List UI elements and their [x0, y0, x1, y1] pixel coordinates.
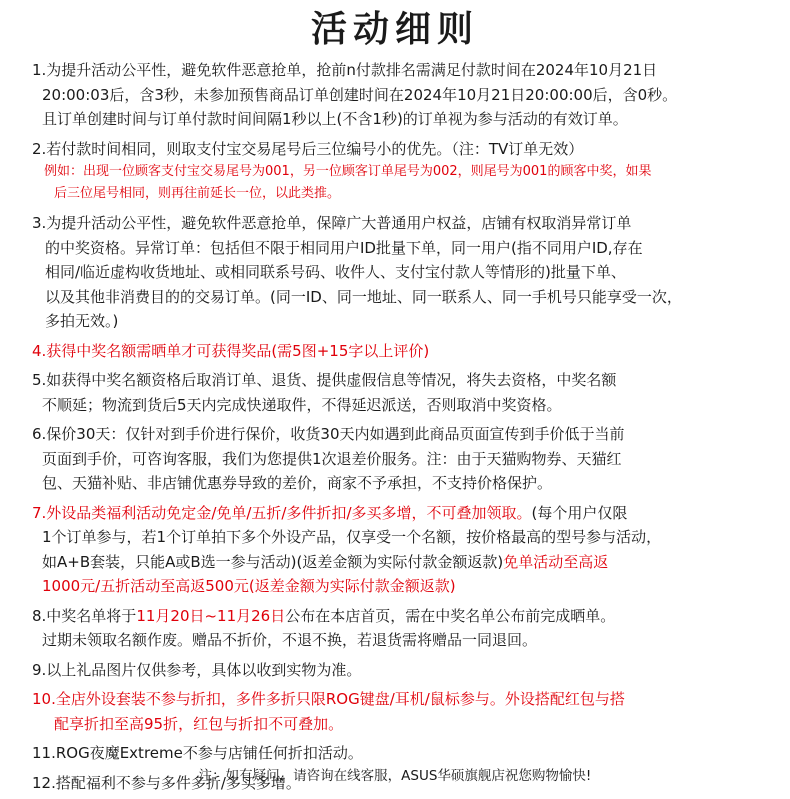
rule-7-note-end: 如A+B套装，只能A或B选一参与活动)(返差金额为实际付款金额返款) [42, 552, 504, 571]
rule-10-line-2: 配享折扣至高95折，红包与折扣不可叠加。 [54, 714, 344, 733]
rule-1-line-1: 1.为提升活动公平性，避免软件恶意抢单，抢前n付款排名需满足付款时间在2024年10月21日 [32, 61, 658, 79]
rule-12-line-1: 12.搭配福利不参与多件多折/多买多增。 [32, 773, 301, 792]
rule-8-line-2: 过期未领取名额作废。赠品不折价，不退不换，若退货需将赠品一同退回。 [42, 631, 538, 649]
footer-note: 注：如有疑问，请咨询在线客服，ASUS华硕旗舰店祝您购物愉快! [198, 768, 592, 784]
rule-5-line-1: 5.如获得中奖名额资格后取消订单、退货、提供虚假信息等情况，将失去资格，中奖名额 [32, 371, 617, 389]
rule-6-line-3: 包、天猫补贴、非店铺优惠券导致的差价，商家不予承担，不支持价格保护。 [42, 474, 553, 492]
rules-list [32, 58, 777, 795]
rule-10 [32, 687, 777, 736]
rule-3-line-5: 多拍无效。) [45, 312, 119, 330]
rule-7-note-start: (每个用户仅限 [531, 503, 628, 522]
rule-8-line-1 [32, 604, 777, 629]
rule-7-line-1 [32, 501, 777, 526]
rule-1-line-3: 且订单创建时间与订单付款时间间隔1秒以上(不含1秒)的订单视为参与活动的有效订单。 [42, 110, 628, 128]
rule-10-line-1: 10.全店外设套装不参与折扣，多件多折只限ROG键盘/耳机/鼠标参与。外设搭配红包与搭 [32, 690, 625, 708]
rule-8 [32, 604, 777, 653]
rule-7-highlight: 7.外设品类福利活动免定金/免单/五折/多件折扣/多买多增，不可叠加领取。 [32, 503, 532, 522]
rule-7-line-2: 1个订单参与，若1个订单拍下多个外设产品，仅享受一个名额，按价格最高的型号参与活动， [42, 528, 662, 546]
rule-5-line-2: 不顺延；物流到货后5天内完成快递取件，不得延迟派送，否则取消中奖资格。 [42, 395, 562, 414]
rule-7-free-order-cap: 免单活动至高返 [503, 552, 609, 571]
rule-1 [32, 58, 777, 132]
page-title: 活动细则 [310, 9, 479, 50]
rule-7-line-4: 1000元/五折活动至高返500元(返差金额为实际付款金额返款) [42, 577, 456, 595]
rule-8-suffix: 公布在本店首页，需在中奖名单公布前完成晒单。 [285, 606, 616, 625]
rule-9-line-1: 9.以上礼品图片仅供参考，具体以收到实物为准。 [32, 660, 362, 679]
rule-8-date-range: 11月20日~11月26日 [136, 606, 286, 625]
rule-2-example-line-1: 例如：出现一位顾客支付宝交易尾号为001，另一位顾客订单尾号为002，则尾号为001的顾客中奖，如果 [44, 164, 652, 179]
rule-4-line-1: 4.获得中奖名额需晒单才可获得奖品(需5图+15字以上评价) [32, 341, 430, 360]
rule-11 [32, 741, 777, 766]
rule-6-line-1: 6.保价30天：仅针对到手价进行保价，收货30天内如遇到此商品页面宣传到手价低于当前 [32, 425, 625, 443]
rule-2 [32, 137, 777, 162]
rule-3-line-2: 的中奖资格。异常订单：包括但不限于相同用户ID批量下单，同一用户(指不同用户ID,存在 [45, 238, 643, 257]
rule-4 [32, 339, 777, 364]
rule-1-line-2: 20:00:03后，含3秒，未参加预售商品订单创建时间在2024年10月21日20:00:00后，含0秒。 [42, 85, 678, 104]
rule-2-example [32, 161, 777, 205]
rule-7-line-3 [32, 550, 777, 575]
rule-9 [32, 658, 777, 683]
rule-6-line-2: 页面到手价，可咨询客服，我们为您提供1次退差价服务。注：由于天猫购物券、天猫红 [42, 449, 622, 468]
rule-2-line-1: 2.若付款时间相同，则取支付宝交易尾号后三位编号小的优先。（注：TV订单无效） [32, 139, 584, 158]
rule-11-line-1: 11.ROG夜魔Extreme不参与店铺任何折扣活动。 [32, 744, 363, 762]
rule-3 [32, 211, 777, 334]
rule-2-example-line-2: 后三位尾号相同，则再往前延长一位，以此类推。 [54, 186, 341, 201]
rule-3-line-3: 相同/临近虚构收货地址、或相同联系号码、收件人、支付宝付款人等情形的)批量下单、 [45, 263, 626, 281]
rule-7 [32, 501, 777, 599]
rule-3-line-4: 以及其他非消费目的的交易订单。(同一ID、同一地址、同一联系人、同一手机号只能享受一次， [45, 287, 682, 306]
rule-6 [32, 422, 777, 496]
rule-8-prefix: 8.中奖名单将于 [32, 606, 137, 625]
rule-3-line-1: 3.为提升活动公平性，避免软件恶意抢单，保障广大普通用户权益，店铺有权取消异常订单 [32, 214, 632, 232]
rule-5 [32, 368, 777, 417]
